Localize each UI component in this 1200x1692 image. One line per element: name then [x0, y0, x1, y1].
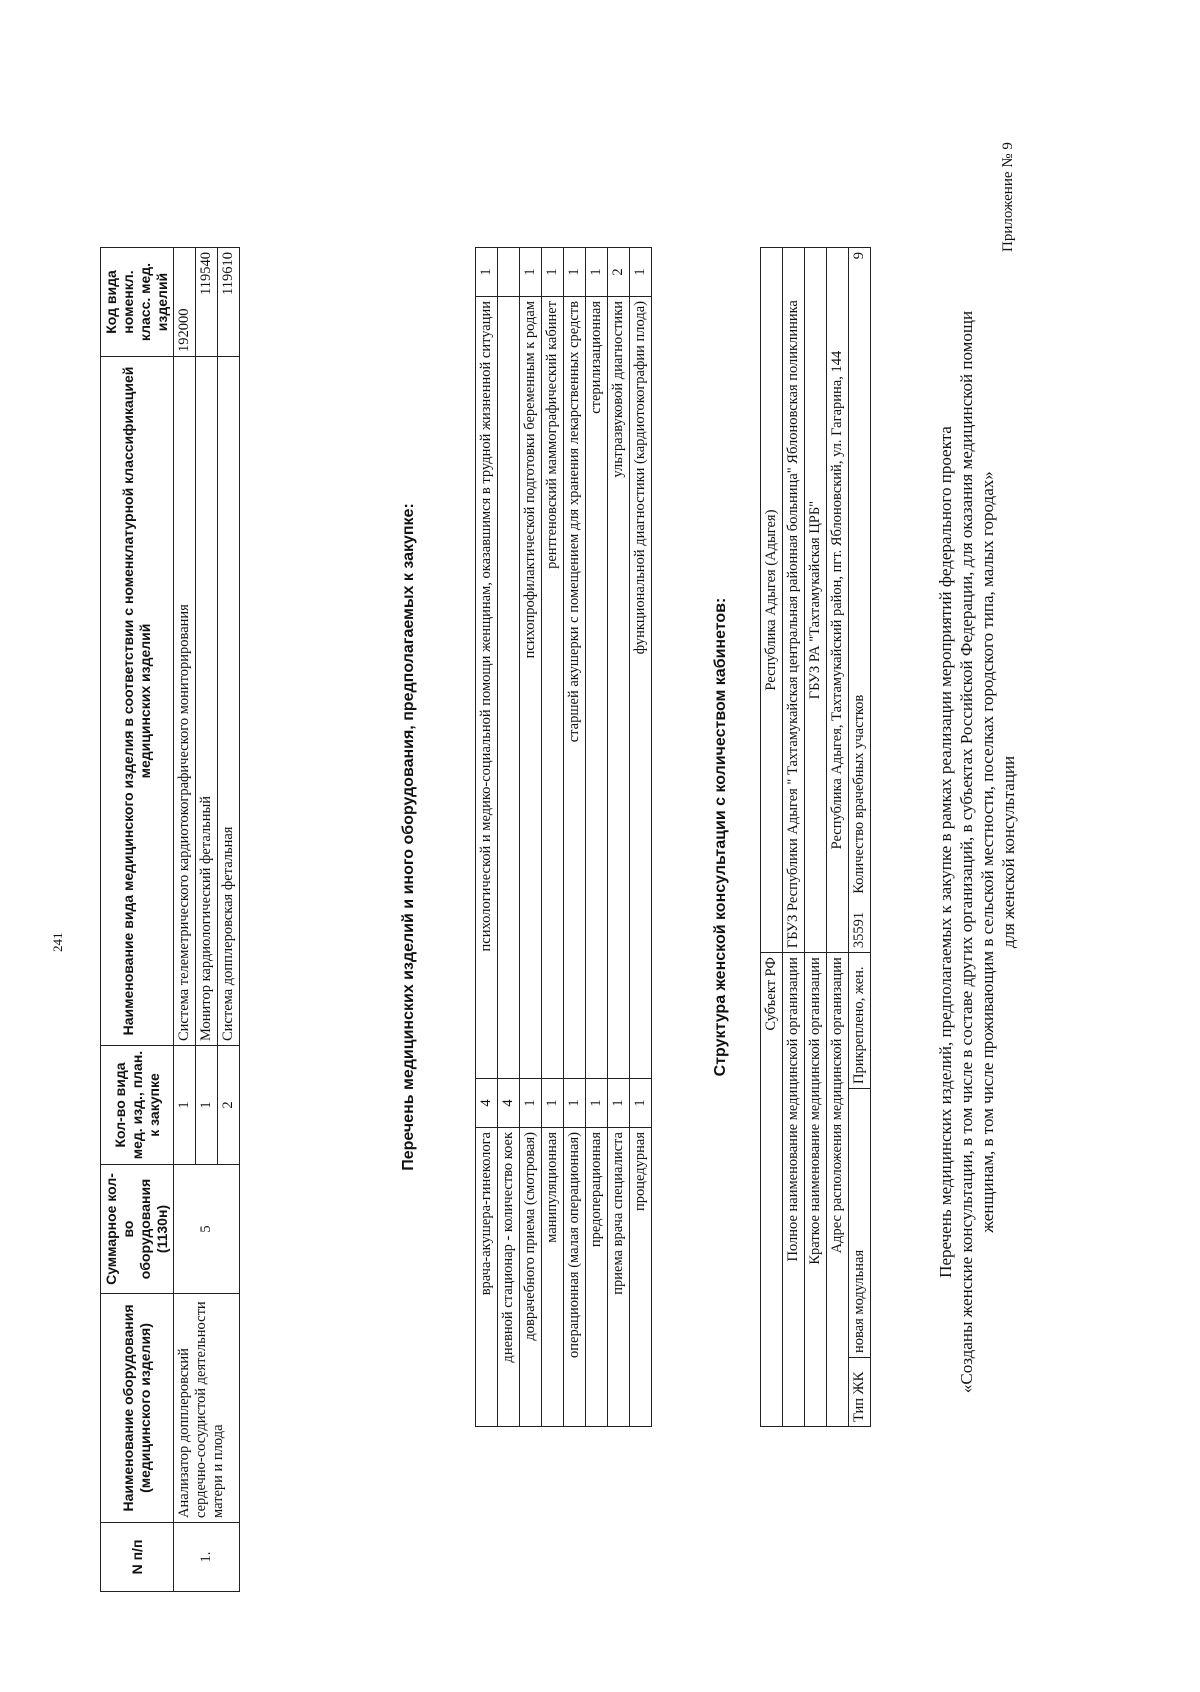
table-row	[564, 248, 586, 1427]
structure-table	[475, 247, 652, 1427]
item-code: 119540	[196, 248, 218, 357]
sites-label: Количество врачебных участков	[851, 694, 867, 894]
header-line-2: «Созданы женские консультации, в том числе в составе других организаций, в субъектах Российской Федерации, для оказания медицинской помощи	[957, 310, 976, 1394]
fullname-label: Полное наименование медицинской организации	[783, 953, 805, 1427]
structure-right-label: стерилизационная	[586, 297, 608, 1079]
structure-left-value: 1	[608, 1079, 630, 1128]
header-name: Наименование оборудования (медицинского изделия)	[101, 1294, 174, 1523]
structure-left-value: 1	[586, 1079, 608, 1128]
page-number: 241	[50, 932, 65, 952]
structure-left-value: 1	[520, 1079, 542, 1128]
structure-left-label: операционная (малая операционная)	[564, 1128, 586, 1427]
type-value: новая модульная	[849, 1089, 871, 1358]
structure-right-value: 1	[476, 248, 498, 297]
table-row	[761, 248, 783, 1427]
structure-right-value: 1	[564, 248, 586, 297]
structure-left-label: дневной стационар - количество коек	[498, 1128, 520, 1427]
structure-right-value: 2	[608, 248, 630, 297]
attached-label: Прикреплено, жен.	[849, 953, 871, 1089]
item-num: 1.	[174, 1523, 240, 1592]
structure-right-label: ультразвуковой диагностики	[608, 297, 630, 1079]
structure-right-value: 1	[542, 248, 564, 297]
structure-right-value	[498, 248, 520, 297]
header-qty: Кол-во вида мед. изд., план. к закупке	[101, 1046, 174, 1165]
structure-title: Структура женской консультации с количеством кабинетов:	[712, 597, 729, 1077]
table-row	[608, 248, 630, 1427]
attached-and-sites	[849, 248, 871, 953]
address-value: Республика Адыгея, Тахтамукайский район, пгт. Яблоновский, ул. Гагарина, 144	[827, 248, 849, 953]
sites-value: 9	[851, 252, 867, 260]
table-row	[174, 248, 196, 1592]
structure-left-value: 4	[476, 1079, 498, 1128]
table-row	[783, 248, 805, 1427]
structure-left-label: процедурная	[630, 1128, 652, 1427]
table-row	[542, 248, 564, 1427]
structure-left-label: врача-акушера-гинеколога	[476, 1128, 498, 1427]
item-qty: 2	[218, 1046, 240, 1165]
structure-left-label: приема врача специалиста	[608, 1128, 630, 1427]
item-total: 5	[174, 1165, 240, 1294]
fullname-value: ГБУЗ Республики Адыгея " Тахтамукайская центральная районная больница" Яблоновская поликлиника	[783, 248, 805, 953]
item-kind: Монитор кардиологический фетальный	[196, 357, 218, 1046]
item-code: 119610	[218, 248, 240, 357]
structure-right-label: психологической и медико-социальной помощи женщинам, оказавшимся в трудной жизненной ситуации	[476, 297, 498, 1079]
table-row	[520, 248, 542, 1427]
address-label: Адрес расположения медицинской организации	[827, 953, 849, 1427]
table-row	[498, 248, 520, 1427]
table-row	[827, 248, 849, 1427]
header-kind: Наименование вида медицинского изделия в соответствии с номенклатурной классификацией медицинских изделий	[101, 357, 174, 1046]
structure-left-value: 1	[564, 1079, 586, 1128]
item-name: Анализатор допплеровский сердечно-сосудистой деятельности матери и плода	[174, 1294, 240, 1523]
header-total: Суммарное кол-во оборудования (1130н)	[101, 1165, 174, 1294]
shortname-value: ГБУЗ РА "Тахтамукайская ЦРБ"	[805, 248, 827, 953]
table-row	[805, 248, 827, 1427]
structure-left-label: манипуляционная	[542, 1128, 564, 1427]
structure-right-value: 1	[520, 248, 542, 297]
structure-left-value: 1	[542, 1079, 564, 1128]
item-kind: Система телеметрического кардиотокографического мониторирования	[174, 357, 196, 1046]
header-line-4: для женской консультации	[999, 755, 1018, 949]
item-kind: Система допплеровская фетальная	[218, 357, 240, 1046]
item-qty: 1	[196, 1046, 218, 1165]
structure-right-label: старшей акушерки с помещением для хранения лекарственных средств	[564, 297, 586, 1079]
header-line-3: женщинам, в том числе проживающим в сельской местности, поселках городского типа, малых городах»	[978, 471, 997, 1233]
shortname-label: Краткое наименование медицинской организации	[805, 953, 827, 1427]
subject-label: Субъект РФ	[761, 953, 783, 1427]
appendix-label: Приложение № 9	[1000, 142, 1016, 252]
structure-right-label: рентгеновский маммографический кабинет	[542, 297, 564, 1079]
structure-right-value: 1	[586, 248, 608, 297]
header-code: Код вида номенкл. класс. мед. изделий	[101, 248, 174, 357]
table-row	[849, 248, 871, 1427]
structure-right-label: психопрофилактической подготовки беременным к родам	[520, 297, 542, 1079]
table-row	[476, 248, 498, 1427]
table-header-row	[101, 248, 174, 1592]
structure-right-label: функциональной диагностики (кардиотокографии плода)	[630, 297, 652, 1079]
structure-left-label: предоперационная	[586, 1128, 608, 1427]
structure-left-label: доврачебного приема (смотровая)	[520, 1128, 542, 1427]
header-num: N п/п	[101, 1523, 174, 1592]
document-header	[935, 192, 1019, 1512]
structure-right-value: 1	[630, 248, 652, 297]
table-row	[586, 248, 608, 1427]
structure-left-value: 4	[498, 1079, 520, 1128]
structure-right-label	[498, 297, 520, 1079]
table-row	[630, 248, 652, 1427]
header-line-1: Перечень медицинских изделий, предполагаемых к закупке в рамках реализации мероприятий федерального проекта	[936, 426, 955, 1278]
item-code: 192000	[174, 248, 196, 357]
equipment-table	[100, 247, 240, 1592]
attached-value: 35591	[851, 911, 867, 949]
subject-value: Республика Адыгея (Адыгея)	[761, 248, 783, 953]
type-label: Тип ЖК	[849, 1358, 871, 1427]
item-qty: 1	[174, 1046, 196, 1165]
equipment-title: Перечень медицинских изделий и иного оборудования, предполагаемых к закупке:	[400, 503, 417, 1171]
organization-info-table	[760, 247, 871, 1427]
structure-left-value: 1	[630, 1079, 652, 1128]
